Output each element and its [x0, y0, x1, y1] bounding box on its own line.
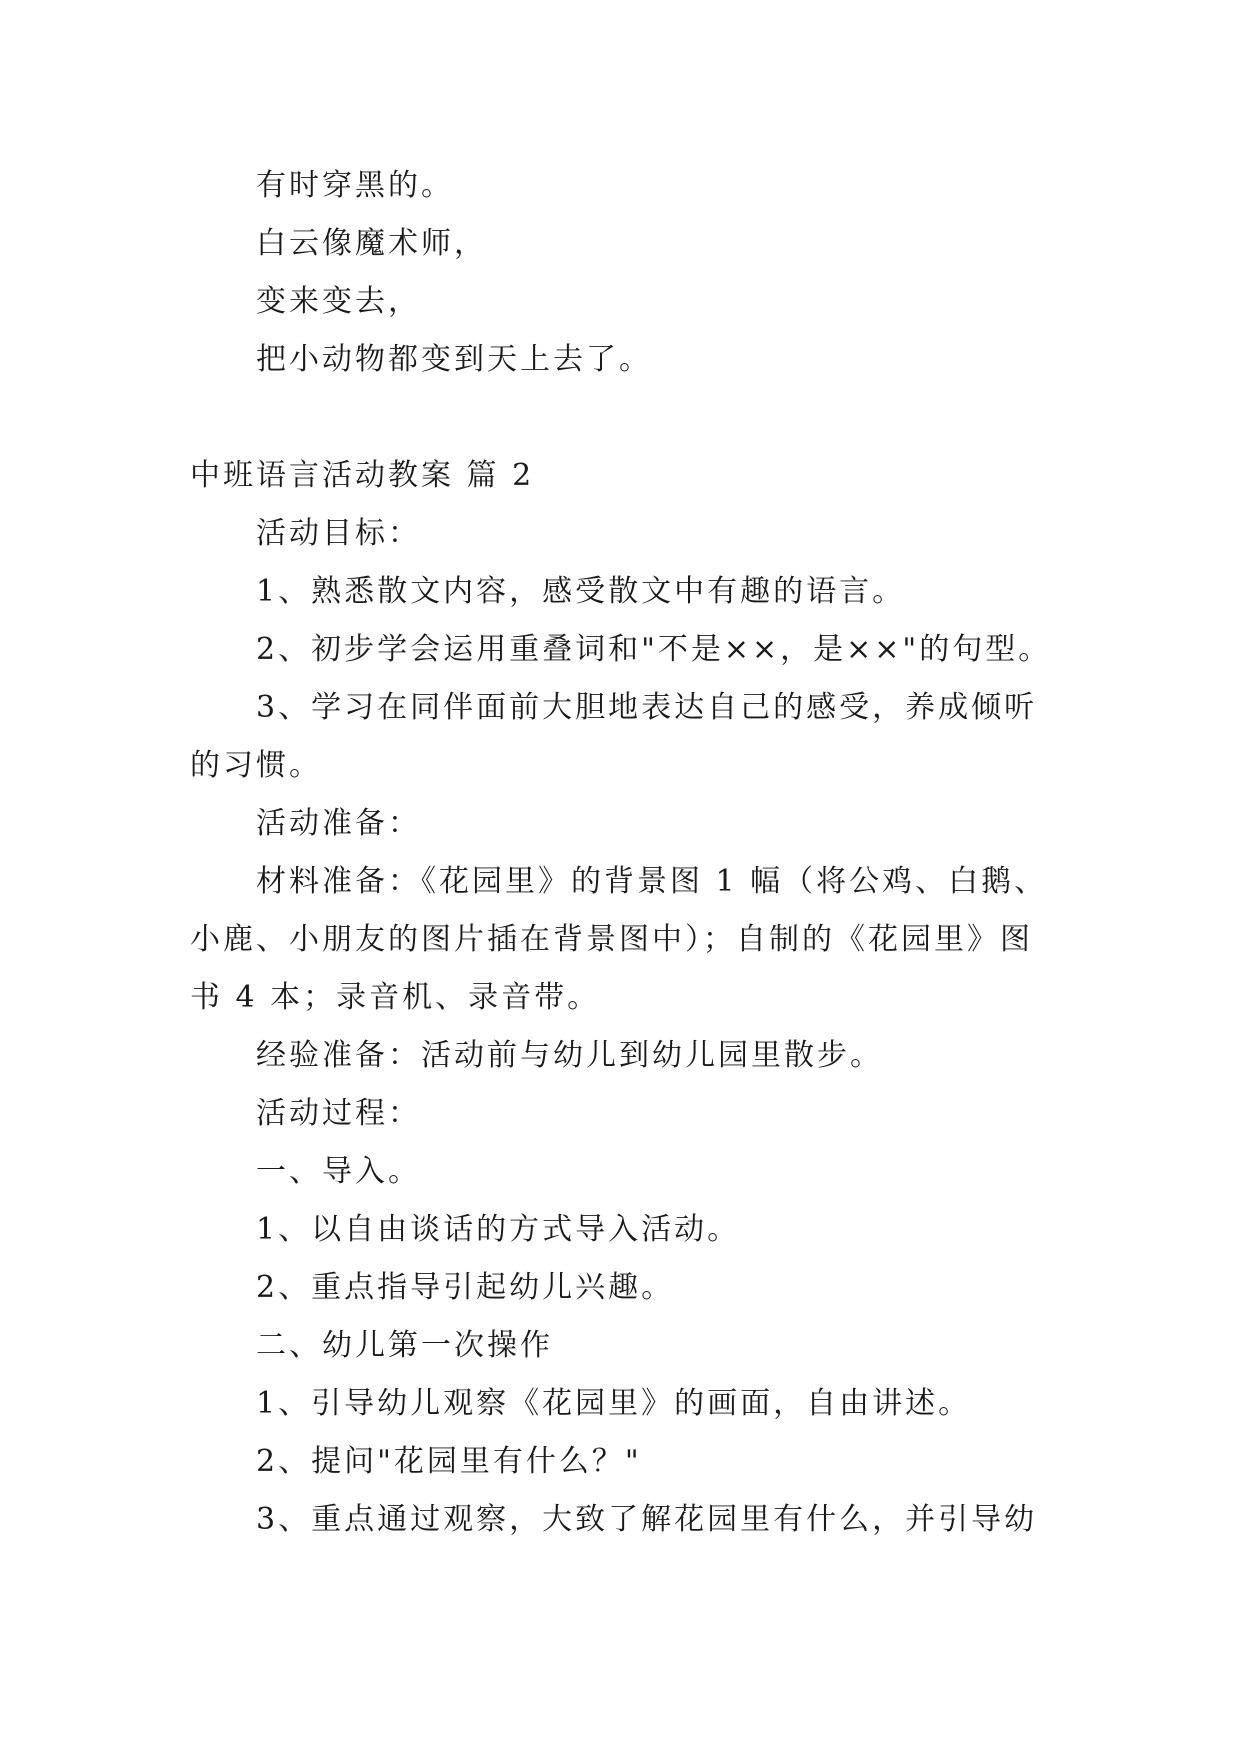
process-part-title: 一、导入。 — [256, 1154, 421, 1189]
process-item: 3、重点通过观察，大致了解花园里有什么，并引导幼 — [256, 1502, 1038, 1537]
material-preparation-continuation: 书 4 本；录音机、录音带。 — [190, 980, 601, 1015]
process-item: 1、引导幼儿观察《花园里》的画面，自由讲述。 — [256, 1386, 972, 1421]
process-item: 1、以自由谈话的方式导入活动。 — [256, 1212, 741, 1247]
poem-line: 白云像魔术师， — [256, 226, 487, 261]
poem-line: 有时穿黑的。 — [256, 168, 454, 203]
section-title: 中班语言活动教案 篇 2 — [190, 458, 535, 493]
process-item: 2、提问"花园里有什么？" — [256, 1444, 642, 1479]
process-part-title: 二、幼儿第一次操作 — [256, 1328, 553, 1363]
process-heading: 活动过程： — [256, 1096, 421, 1131]
process-item: 2、重点指导引起幼儿兴趣。 — [256, 1270, 675, 1305]
material-preparation-continuation: 小鹿、小朋友的图片插在背景图中）；自制的《花园里》图 — [190, 922, 1033, 957]
poem-line: 把小动物都变到天上去了。 — [256, 342, 652, 377]
goal-item: 2、初步学会运用重叠词和"不是××，是××"的句型。 — [256, 632, 1052, 667]
poem-line: 变来变去， — [256, 284, 421, 319]
goal-item: 3、学习在同伴面前大胆地表达自己的感受，养成倾听 — [256, 690, 1038, 725]
preparation-heading: 活动准备： — [256, 806, 421, 841]
material-preparation: 材料准备：《花园里》的背景图 1 幅（将公鸡、白鹅、 — [256, 864, 1048, 899]
goal-item-continuation: 的习惯。 — [190, 748, 322, 783]
goals-heading: 活动目标： — [256, 516, 421, 551]
goal-item: 1、熟悉散文内容，感受散文中有趣的语言。 — [256, 574, 906, 609]
experience-preparation: 经验准备：活动前与幼儿到幼儿园里散步。 — [256, 1038, 883, 1073]
